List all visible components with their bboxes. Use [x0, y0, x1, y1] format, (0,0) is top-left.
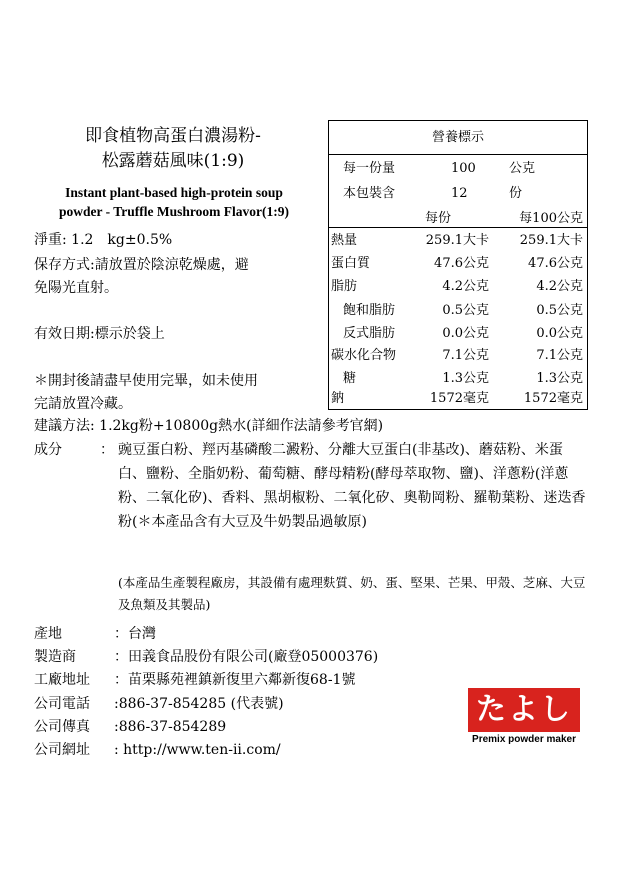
- notice-line1: ＊開封後請盡早使用完畢，如未使用: [34, 373, 258, 389]
- nutrient-name: 鈉: [331, 391, 345, 406]
- nutrient-name: 碳水化合物: [331, 348, 397, 363]
- col-per-100g: 每100公克: [519, 211, 583, 226]
- nutrient-per-100g: 259.1大卡: [519, 233, 583, 248]
- factory-address-label: 工廠地址: [34, 672, 90, 688]
- fax-label: 公司傳真: [34, 719, 90, 735]
- serving-value: 100: [451, 161, 476, 176]
- brand-tagline: Premix powder maker: [472, 734, 576, 745]
- nutrient-name: 熱量: [331, 233, 358, 248]
- storage-line1: 保存方式:請放置於陰涼乾燥處，避: [34, 257, 249, 273]
- nutrient-per-serving: 7.1公克: [442, 348, 489, 363]
- nutrient-per-100g: 1.3公克: [536, 371, 583, 386]
- package-unit: 份: [509, 186, 523, 201]
- nutrient-per-serving: 0.0公克: [442, 326, 489, 341]
- col-per-serving: 每份: [425, 211, 452, 226]
- nutrient-per-100g: 0.5公克: [536, 303, 583, 318]
- factory-address-value: ：苗栗縣苑裡鎮新復里六鄰新復68-1號: [114, 672, 356, 688]
- package-value: 12: [451, 186, 468, 201]
- nutrient-per-100g: 47.6公克: [528, 256, 583, 271]
- method: 建議方法: 1.2kg粉+10800g熱水(詳細作法請參考官網): [34, 418, 384, 434]
- divider: [329, 154, 587, 155]
- nutrient-per-serving: 1.3公克: [442, 371, 489, 386]
- divider: [329, 227, 587, 228]
- nutrient-per-serving: 259.1大卡: [425, 233, 489, 248]
- nutrient-per-serving: 47.6公克: [434, 256, 489, 271]
- nutrient-per-100g: 1572毫克: [523, 391, 583, 406]
- origin-value: ：台灣: [114, 626, 156, 642]
- nutrient-per-serving: 1572毫克: [429, 391, 489, 406]
- nutrient-per-100g: 0.0公克: [536, 326, 583, 341]
- notice-line2: 完請放置冷藏。: [34, 396, 132, 412]
- nutrient-per-100g: 4.2公克: [536, 279, 583, 294]
- expiry-date: 有效日期:標示於袋上: [34, 326, 165, 342]
- serving-label: 每一份量: [343, 161, 396, 176]
- nutrient-name: 反式脂肪: [343, 326, 396, 341]
- serving-unit: 公克: [509, 161, 536, 176]
- website-label: 公司網址: [34, 742, 90, 758]
- brand-logo: [468, 688, 580, 732]
- title-en-line2: powder - Truffle Mushroom Flavor(1:9): [59, 204, 289, 219]
- manufacturer-label: 製造商: [34, 649, 76, 665]
- package-label: 本包裝含: [343, 186, 396, 201]
- phone-value: :886-37-854285 (代表號): [114, 696, 284, 712]
- nutrient-per-serving: 4.2公克: [442, 279, 489, 294]
- title-en-line1: Instant plant-based high-protein soup: [65, 185, 283, 200]
- nutrient-per-serving: 0.5公克: [442, 303, 489, 318]
- brand-logo-text: たよし: [476, 692, 572, 727]
- origin-label: 產地: [34, 626, 62, 642]
- phone-label: 公司電話: [34, 696, 90, 712]
- nutrient-name: 糖: [343, 371, 357, 386]
- net-weight: 淨重: 1.2 kg±0.5%: [34, 232, 173, 248]
- website-value: : http://www.ten-ii.com/: [114, 742, 281, 758]
- storage-line2: 免陽光直射。: [34, 280, 118, 296]
- nutrient-name: 飽和脂肪: [343, 303, 396, 318]
- allergy-notice: (本產品生產製程廠房，其設備有處理麩質、奶、蛋、堅果、芒果、甲殼、芝麻、大豆及魚類及其製品): [118, 575, 586, 612]
- nutrient-per-100g: 7.1公克: [536, 348, 583, 363]
- ingredients-colon: ：: [100, 442, 114, 458]
- nutrient-name: 脂肪: [331, 279, 358, 294]
- nutrient-name: 蛋白質: [331, 256, 371, 271]
- manufacturer-value: ：田義食品股份有限公司(廠登05000376): [114, 649, 379, 665]
- fax-value: :886-37-854289: [114, 719, 227, 735]
- title-zh-line2: 松露蘑菇風味(1:9): [101, 151, 245, 171]
- title-zh-line1: 即食植物高蛋白濃湯粉-: [85, 126, 261, 146]
- nutrition-table: [328, 120, 588, 410]
- ingredients-label: 成分: [34, 442, 62, 458]
- ingredients-text: 豌豆蛋白粉、羥丙基磷酸二澱粉、分離大豆蛋白(非基改)、蘑菇粉、米蛋白、鹽粉、全脂奶粉、葡萄糖、酵母精粉(酵母萃取物、鹽)、洋蔥粉(洋蔥粉、二氧化矽)、香料、黑胡椒粉、二氧化矽、奧勒岡粉、羅勒葉粉、迷迭香粉(＊本產品含有大豆及牛奶製品過敏原): [118, 442, 586, 530]
- nutrition-title: 營養標示: [431, 130, 484, 145]
